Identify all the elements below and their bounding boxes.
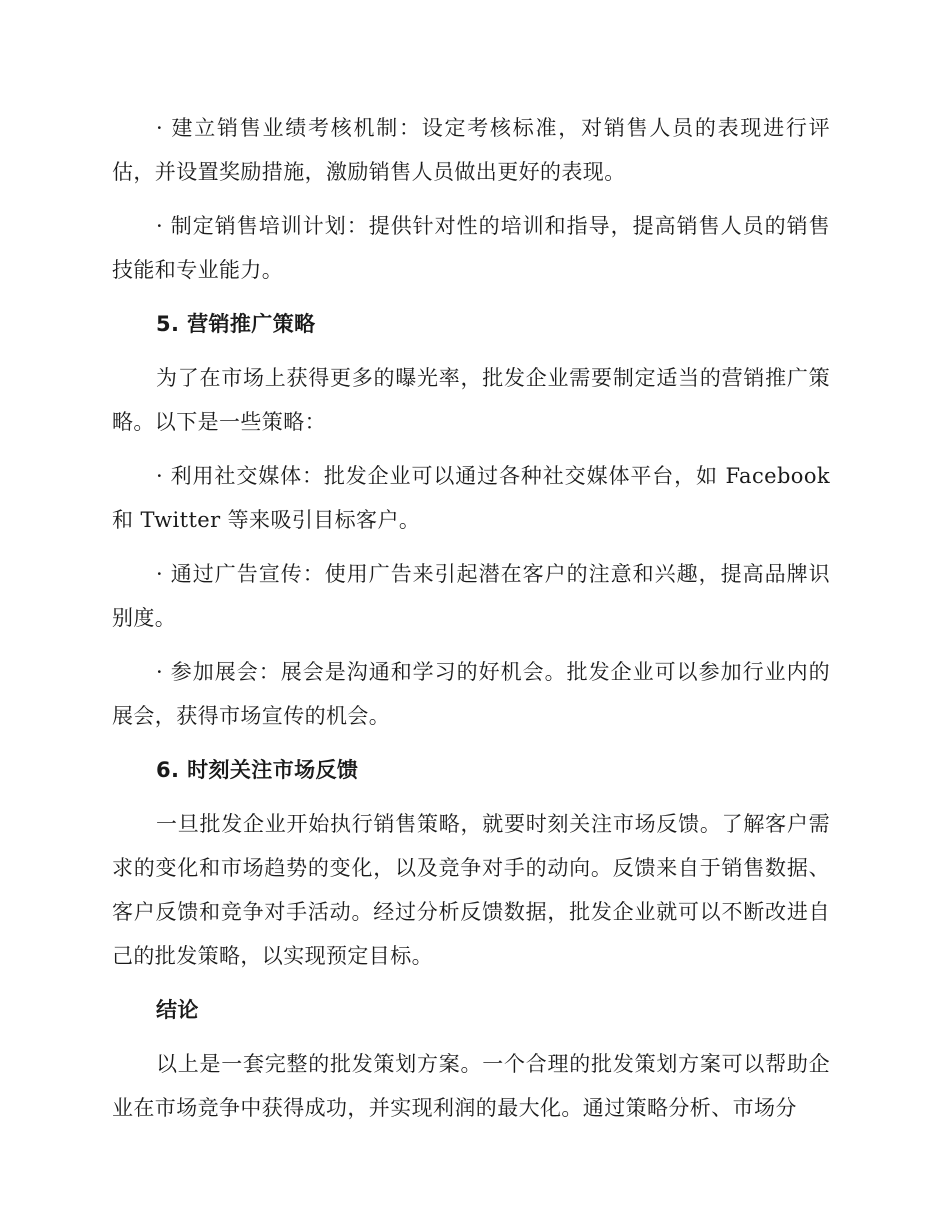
bullet-exhibitions: · 参加展会：展会是沟通和学习的好机会。批发企业可以参加行业内的展会，获得市场宣传的机会。 — [112, 660, 830, 728]
section-heading-feedback: 6. 时刻关注市场反馈 — [156, 758, 359, 782]
bullet-sales-training: · 制定销售培训计划：提供针对性的培训和指导，提高销售人员的销售技能和专业能力。 — [112, 214, 830, 282]
section-heading-marketing: 5. 营销推广策略 — [156, 312, 316, 336]
bullet-performance-review: · 建立销售业绩考核机制：设定考核标准，对销售人员的表现进行评估，并设置奖励措施，激励销售人员做出更好的表现。 — [112, 116, 830, 184]
para-conclusion: 以上是一套完整的批发策划方案。一个合理的批发策划方案可以帮助企业在市场竞争中获得成功，并实现利润的最大化。通过策略分析、市场分 — [112, 1052, 830, 1120]
section-heading-conclusion: 结论 — [156, 998, 199, 1022]
bullet-social-media: · 利用社交媒体：批发企业可以通过各种社交媒体平台，如 Facebook 和 Twitter 等来吸引目标客户。 — [112, 464, 830, 532]
para-market-feedback: 一旦批发企业开始执行销售策略，就要时刻关注市场反馈。了解客户需求的变化和市场趋势的变化，以及竞争对手的动向。反馈来自于销售数据、客户反馈和竞争对手活动。经过分析反馈数据，批发企业就可以不断改进自己的批发策略，以实现预定目标。 — [112, 812, 830, 968]
para-marketing-intro: 为了在市场上获得更多的曝光率，批发企业需要制定适当的营销推广策略。以下是一些策略： — [112, 366, 830, 434]
bullet-advertising: · 通过广告宣传：使用广告来引起潜在客户的注意和兴趣，提高品牌识别度。 — [112, 562, 830, 630]
